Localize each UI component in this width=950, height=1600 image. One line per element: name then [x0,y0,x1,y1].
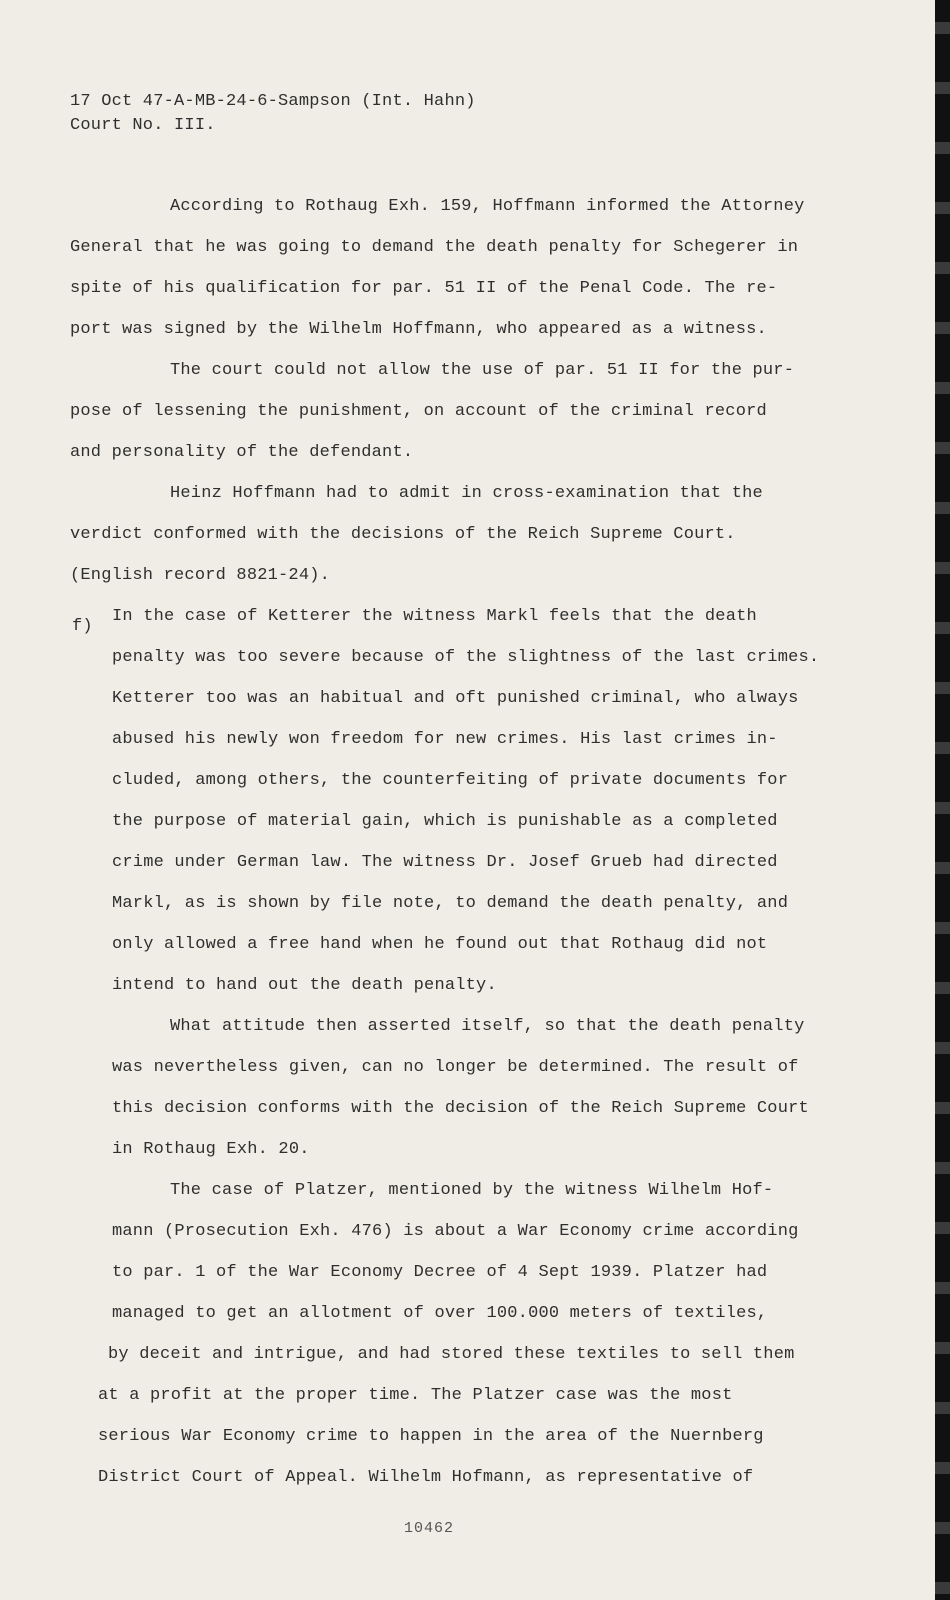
text-line: spite of his qualification for par. 51 II of the Penal Code. The re- [70,279,778,298]
text-line: pose of lessening the punishment, on account of the criminal record [70,402,767,421]
text-line: According to Rothaug Exh. 159, Hoffmann informed the Attorney [170,197,805,216]
text-line: What attitude then asserted itself, so that the death penalty [170,1017,805,1036]
text-line: at a profit at the proper time. The Platzer case was the most [98,1386,733,1405]
text-line: the purpose of material gain, which is punishable as a completed [112,812,778,831]
binding-edge [935,0,950,1600]
text-line: mann (Prosecution Exh. 476) is about a War Economy crime according [112,1222,799,1241]
page-number: 10462 [404,1520,455,1537]
text-line: crime under German law. The witness Dr. Josef Grueb had directed [112,853,778,872]
text-line: serious War Economy crime to happen in the area of the Nuernberg [98,1427,764,1446]
text-line: intend to hand out the death penalty. [112,976,497,995]
text-line: to par. 1 of the War Economy Decree of 4 Sept 1939. Platzer had [112,1263,768,1282]
text-line: in Rothaug Exh. 20. [112,1140,310,1159]
text-line: only allowed a free hand when he found out that Rothaug did not [112,935,768,954]
text-line: was nevertheless given, can no longer be determined. The result of [112,1058,799,1077]
text-line: port was signed by the Wilhelm Hoffmann, who appeared as a witness. [70,320,767,339]
text-line: (English record 8821-24). [70,566,331,585]
text-line: and personality of the defendant. [70,443,414,462]
text-line: Ketterer too was an habitual and oft punished criminal, who always [112,689,799,708]
text-line: Markl, as is shown by file note, to demand the death penalty, and [112,894,789,913]
text-line: this decision conforms with the decision of the Reich Supreme Court [112,1099,809,1118]
text-line: abused his newly won freedom for new crimes. His last crimes in- [112,730,778,749]
header-line-2: Court No. III. [70,116,216,135]
text-line: District Court of Appeal. Wilhelm Hofmann, as representative of [98,1468,754,1487]
text-line: verdict conformed with the decisions of the Reich Supreme Court. [70,525,736,544]
text-line: by deceit and intrigue, and had stored these textiles to sell them [108,1345,795,1364]
text-line: managed to get an allotment of over 100.000 meters of textiles, [112,1304,768,1323]
item-letter: f) [72,617,93,636]
text-line: In the case of Ketterer the witness Markl feels that the death [112,607,757,626]
header-line-1: 17 Oct 47-A-MB-24-6-Sampson (Int. Hahn) [70,92,476,111]
text-line: cluded, among others, the counterfeiting of private documents for [112,771,789,790]
text-line: The case of Platzer, mentioned by the witness Wilhelm Hof- [170,1181,774,1200]
text-line: penalty was too severe because of the slightness of the last crimes. [112,648,820,667]
text-line: Heinz Hoffmann had to admit in cross-examination that the [170,484,763,503]
text-line: General that he was going to demand the death penalty for Schegerer in [70,238,799,257]
text-line: The court could not allow the use of par. 51 II for the pur- [170,361,795,380]
